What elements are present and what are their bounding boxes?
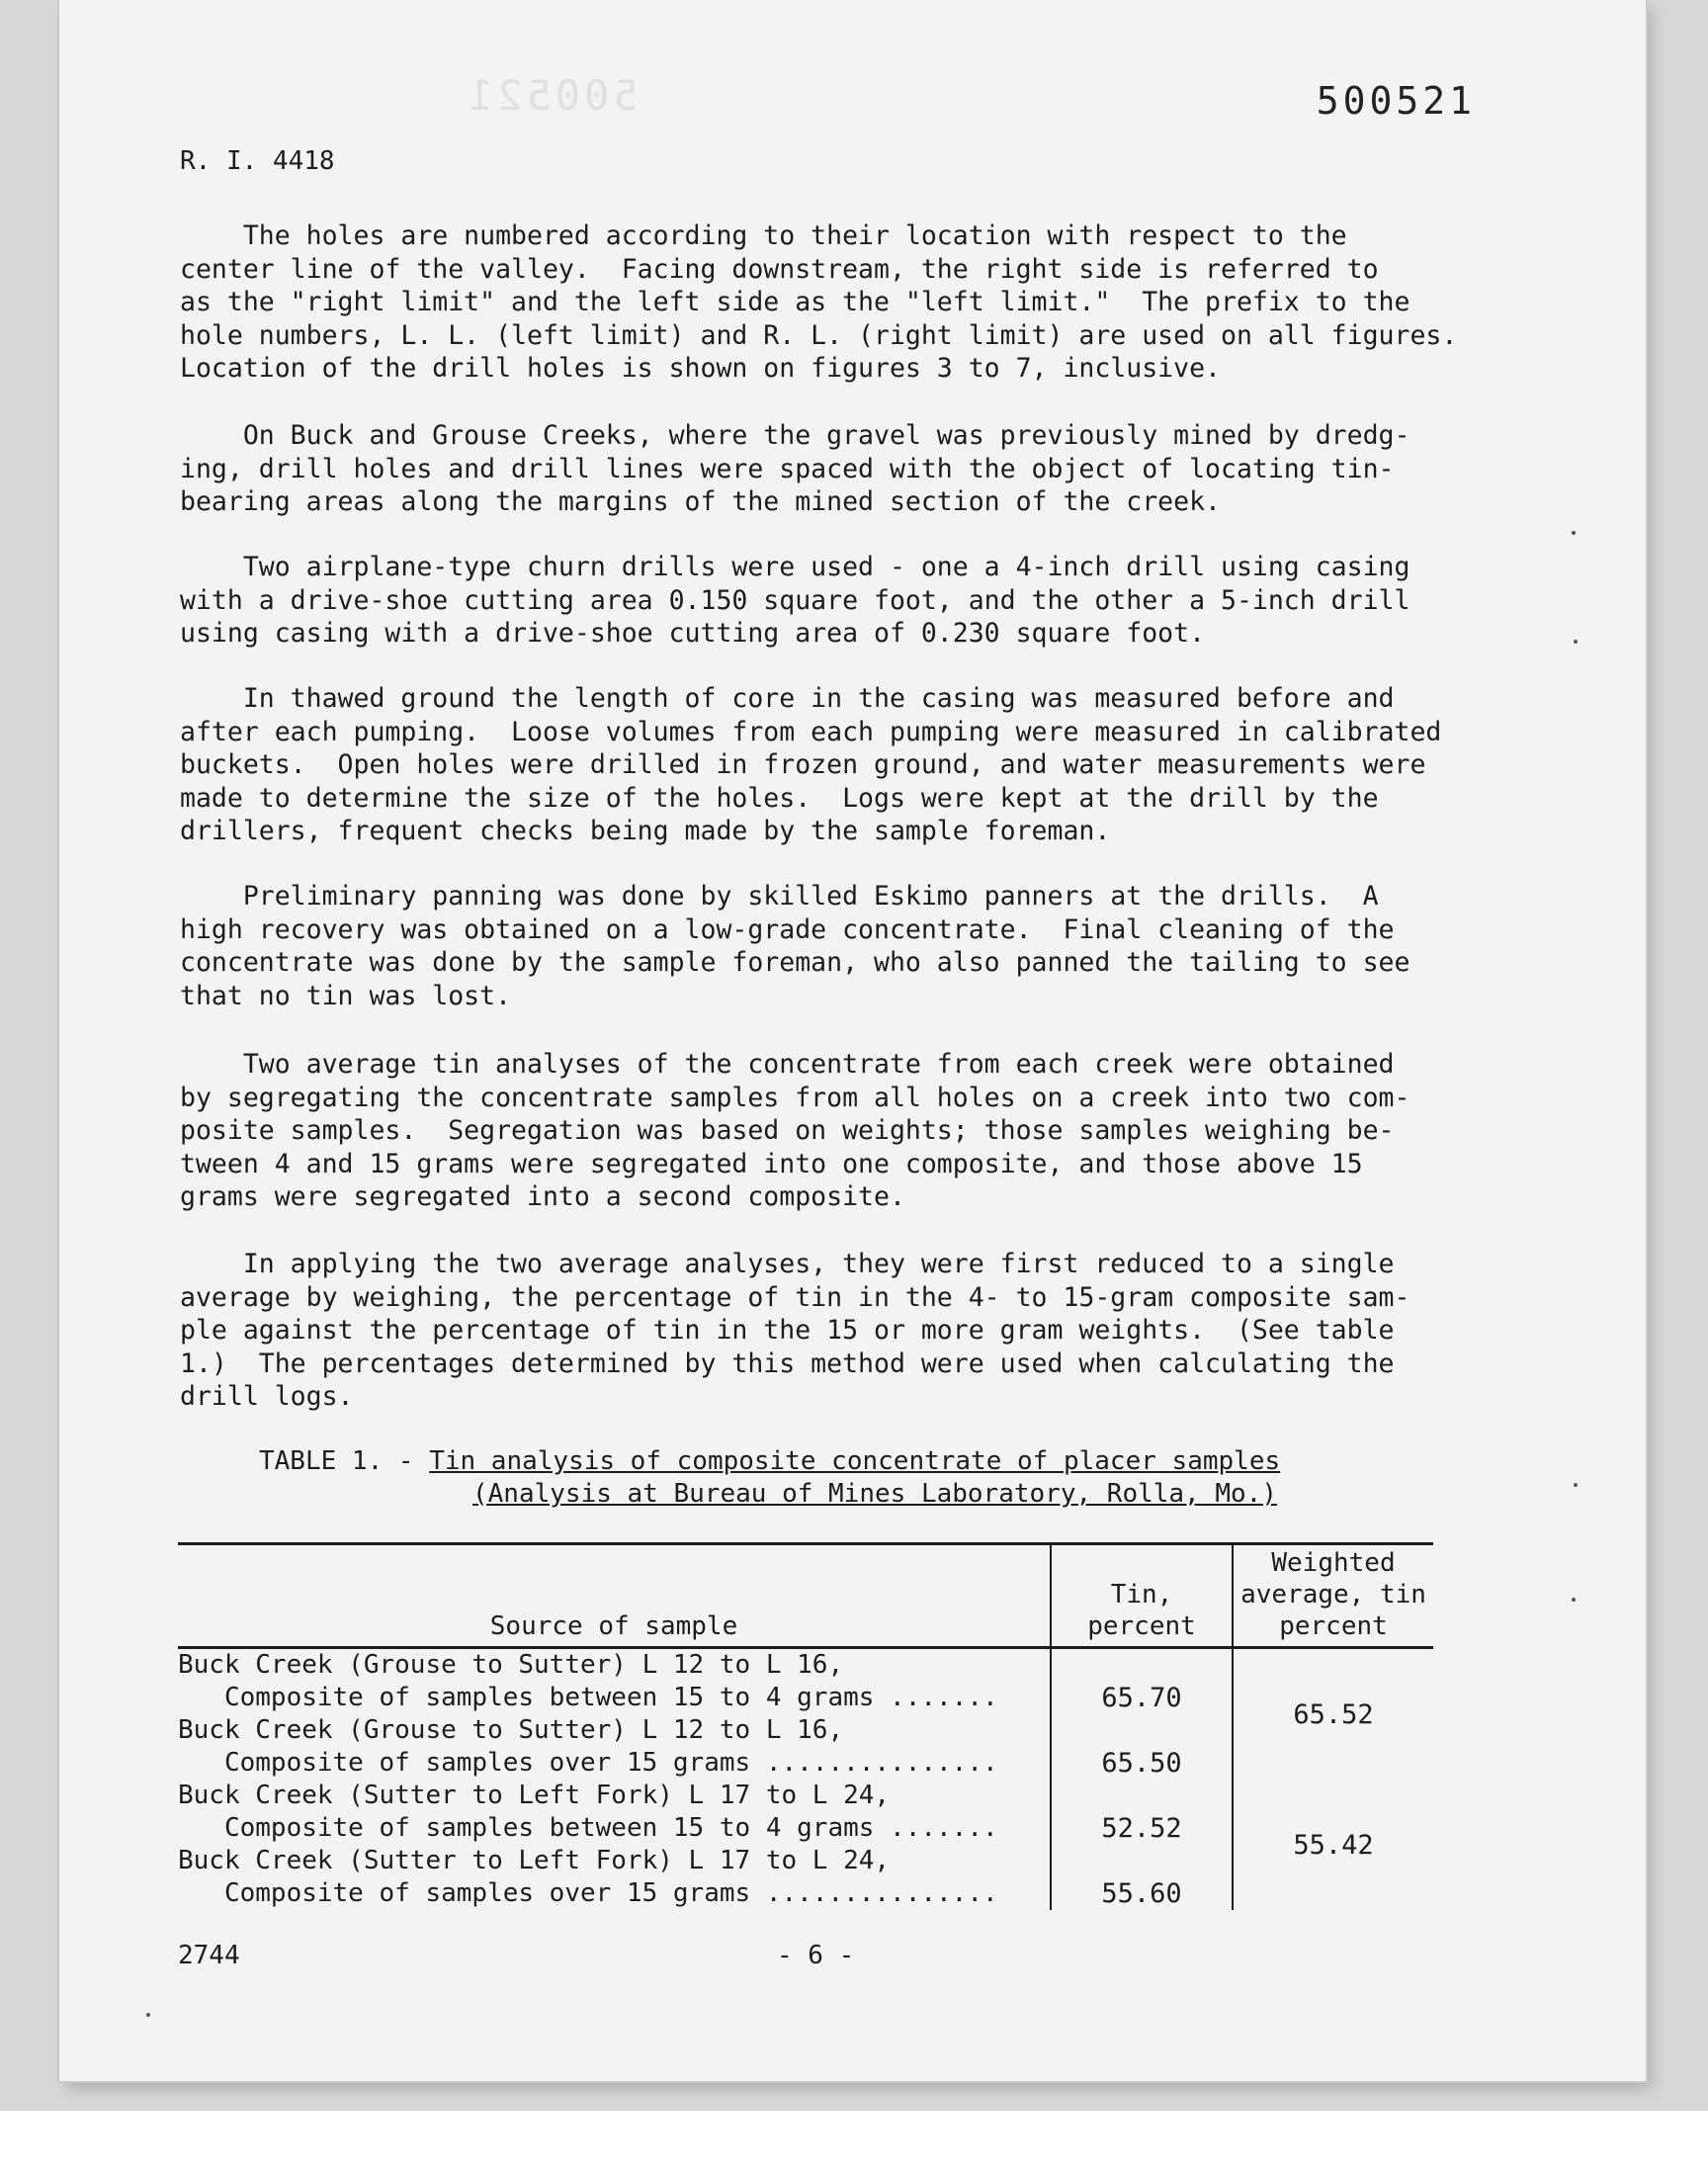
scan-speck — [1574, 1483, 1578, 1487]
paragraph-applying-analyses: In applying the two average analyses, they were first reduced to a single average by weighing, the percentage of tin in the 4- to 15-gram composite sam- ple against the percentage of tin in the 15 or more gram weights. (See table 1.) The percentages determined by this method were used when calculating the drill logs. — [180, 1249, 1410, 1412]
paragraph-churn-drills: Two airplane-type churn drills were used - one a 4-inch drill using casing with a drive-shoe cutting area 0.150 square foot, and the other a 5-inch drill using casing with a drive-shoe cutting area of 0.230 square foot. — [180, 552, 1410, 649]
row-source: Buck Creek (Grouse to Sutter) L 12 to L 16, Composite of samples over 15 grams ............... — [178, 1715, 998, 1778]
table-header-row — [178, 1544, 1433, 1648]
scan-speck — [1574, 640, 1578, 644]
paragraph-buck-grouse: On Buck and Grouse Creeks, where the gravel was previously mined by dredg- ing, drill holes and drill lines were spaced with the object of locating tin- bearing areas along the margins of the mined section of the creek. — [180, 420, 1410, 517]
scan-speck — [146, 2013, 150, 2017]
bleed-through-number: 500521 — [465, 71, 639, 120]
row-tin: 65.70 — [1051, 1648, 1233, 1715]
table-subtitle: (Analysis at Bureau of Mines Laboratory, Rolla, Mo.) — [472, 1479, 1277, 1509]
table-title-prefix: TABLE 1. - — [259, 1446, 430, 1476]
table-title-text: Tin analysis of composite concentrate of placer samples — [429, 1446, 1281, 1476]
table-title — [259, 1446, 1280, 1476]
header-tin-percent: Tin, percent — [1051, 1544, 1233, 1648]
row-weighted: 55.42 — [1233, 1780, 1433, 1910]
header-source: Source of sample — [178, 1544, 1051, 1648]
scan-speck — [1572, 1598, 1576, 1602]
footer-code: 2744 — [178, 1941, 240, 1970]
row-source: Buck Creek (Sutter to Left Fork) L 17 to L 24, Composite of samples between 15 to 4 grams ....... — [178, 1781, 998, 1843]
row-tin: 55.60 — [1051, 1845, 1233, 1910]
tin-analysis-table — [178, 1542, 1433, 1910]
row-source: Buck Creek (Sutter to Left Fork) L 17 to L 24, Composite of samples over 15 grams ............... — [178, 1846, 998, 1908]
report-id: R. I. 4418 — [180, 146, 335, 176]
row-source: Buck Creek (Grouse to Sutter) L 12 to L 16, Composite of samples between 15 to 4 grams ....... — [178, 1650, 998, 1712]
scan-speck — [1572, 531, 1576, 535]
paragraph-tin-analyses: Two average tin analyses of the concentrate from each creek were obtained by segregating the concentrate samples from all holes on a creek into two com- posite samples. Segregation was based on weights; those samples weighing be- tween 4 and 15 grams were segregated into one composite, and those above 15 grams were segregated into a second composite. — [180, 1049, 1410, 1212]
paragraph-panning: Preliminary panning was done by skilled Eskimo panners at the drills. A high recovery was obtained on a low-grade concentrate. Final cleaning of the concentrate was done by the sample foreman, who also panned the tailing to see that no tin was lost. — [180, 881, 1410, 1011]
row-tin: 65.50 — [1051, 1714, 1233, 1780]
header-weighted-average: Weighted average, tin percent — [1233, 1544, 1433, 1648]
table-row — [178, 1780, 1433, 1845]
page-number: - 6 - — [777, 1941, 855, 1970]
row-weighted: 65.52 — [1233, 1648, 1433, 1781]
document-number: 500521 — [1316, 79, 1476, 123]
row-tin: 52.52 — [1051, 1780, 1233, 1845]
paragraph-thawed-ground: In thawed ground the length of core in the casing was measured before and after each pumping. Loose volumes from each pumping were measured in calibrated buckets. Open holes were drilled in frozen ground, and water measurements were made to determine the size of the holes. Logs were kept at the drill by the drillers, frequent checks being made by the sample foreman. — [180, 683, 1442, 846]
table-row — [178, 1648, 1433, 1715]
paragraph-hole-numbering: The holes are numbered according to their location with respect to the center line of the valley. Facing downstream, the right side is referred to as the "right limit" and the left side as the "left limit." The prefix to the hole numbers, L. L. (left limit) and R. L. (right limit) are used on all figures. Location of the drill holes is shown on figures 3 to 7, inclusive. — [180, 220, 1458, 384]
